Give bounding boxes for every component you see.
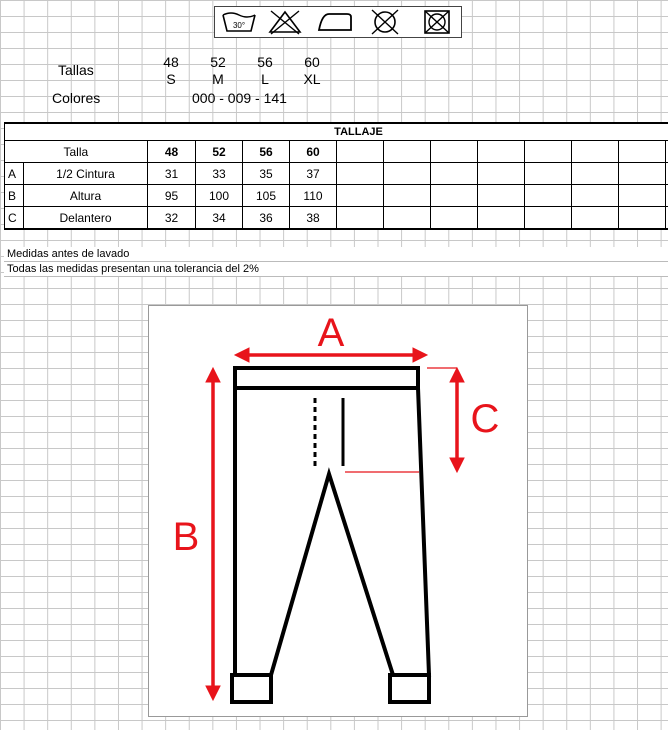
row-value: 32 xyxy=(148,207,196,230)
sizes-label: Tallas xyxy=(58,62,94,78)
row-value: 33 xyxy=(196,163,243,185)
header-label: Talla xyxy=(24,141,148,163)
wash-30-icon xyxy=(221,9,257,35)
right-cuff xyxy=(390,675,429,702)
row-value: 37 xyxy=(290,163,337,185)
label-c: C xyxy=(470,397,500,441)
table-title: TALLAJE xyxy=(5,123,668,141)
size-numeric: 48 xyxy=(163,54,179,70)
row-value: 95 xyxy=(148,185,196,207)
size-numeric: 60 xyxy=(304,54,320,70)
colors-value: 000 - 009 - 141 xyxy=(192,90,287,106)
header-size: 60 xyxy=(290,141,337,163)
table-row xyxy=(5,163,668,185)
table-row xyxy=(5,185,668,207)
row-value: 110 xyxy=(290,185,337,207)
row-code: B xyxy=(5,185,24,207)
no-bleach-icon xyxy=(267,9,303,35)
size-letter: S xyxy=(166,71,176,87)
iron-icon xyxy=(315,9,355,35)
pants-outline xyxy=(235,388,429,675)
label-b: B xyxy=(172,515,200,559)
colors-label: Colores xyxy=(52,90,101,106)
row-code: C xyxy=(5,207,24,230)
size-letter: L xyxy=(261,71,269,87)
size-chart-table xyxy=(4,122,668,230)
row-code: A xyxy=(5,163,24,185)
row-value: 35 xyxy=(243,163,290,185)
size-numeric: 52 xyxy=(210,54,226,70)
pants-diagram xyxy=(148,305,528,717)
note-tolerance: Todas las medidas presentan una tolerancia del 2% xyxy=(4,262,668,277)
size-letter: XL xyxy=(303,71,321,87)
header-size: 56 xyxy=(243,141,290,163)
size-numeric: 56 xyxy=(257,54,273,70)
left-cuff xyxy=(232,675,271,702)
measure-c-arrow xyxy=(345,368,464,472)
size-letter: M xyxy=(212,71,224,87)
row-value: 36 xyxy=(243,207,290,230)
label-a: A xyxy=(317,311,345,355)
row-value: 100 xyxy=(196,185,243,207)
pants-drawing xyxy=(149,306,527,716)
row-value: 38 xyxy=(290,207,337,230)
row-name: 1/2 Cintura xyxy=(24,163,148,185)
header-size: 52 xyxy=(196,141,243,163)
row-name: Delantero xyxy=(24,207,148,230)
waistband-shape xyxy=(235,368,418,388)
row-value: 31 xyxy=(148,163,196,185)
measure-b-arrow xyxy=(206,368,220,700)
no-dry-clean-icon xyxy=(419,9,455,35)
row-name: Altura xyxy=(24,185,148,207)
row-value: 34 xyxy=(196,207,243,230)
table-row xyxy=(5,207,668,230)
note-wash: Medidas antes de lavado xyxy=(4,247,668,262)
header-size: 48 xyxy=(148,141,196,163)
care-symbols-bar xyxy=(214,6,462,38)
no-tumble-dry-icon xyxy=(367,9,403,35)
row-value: 105 xyxy=(243,185,290,207)
wash-temperature-label: 30° xyxy=(232,21,246,30)
